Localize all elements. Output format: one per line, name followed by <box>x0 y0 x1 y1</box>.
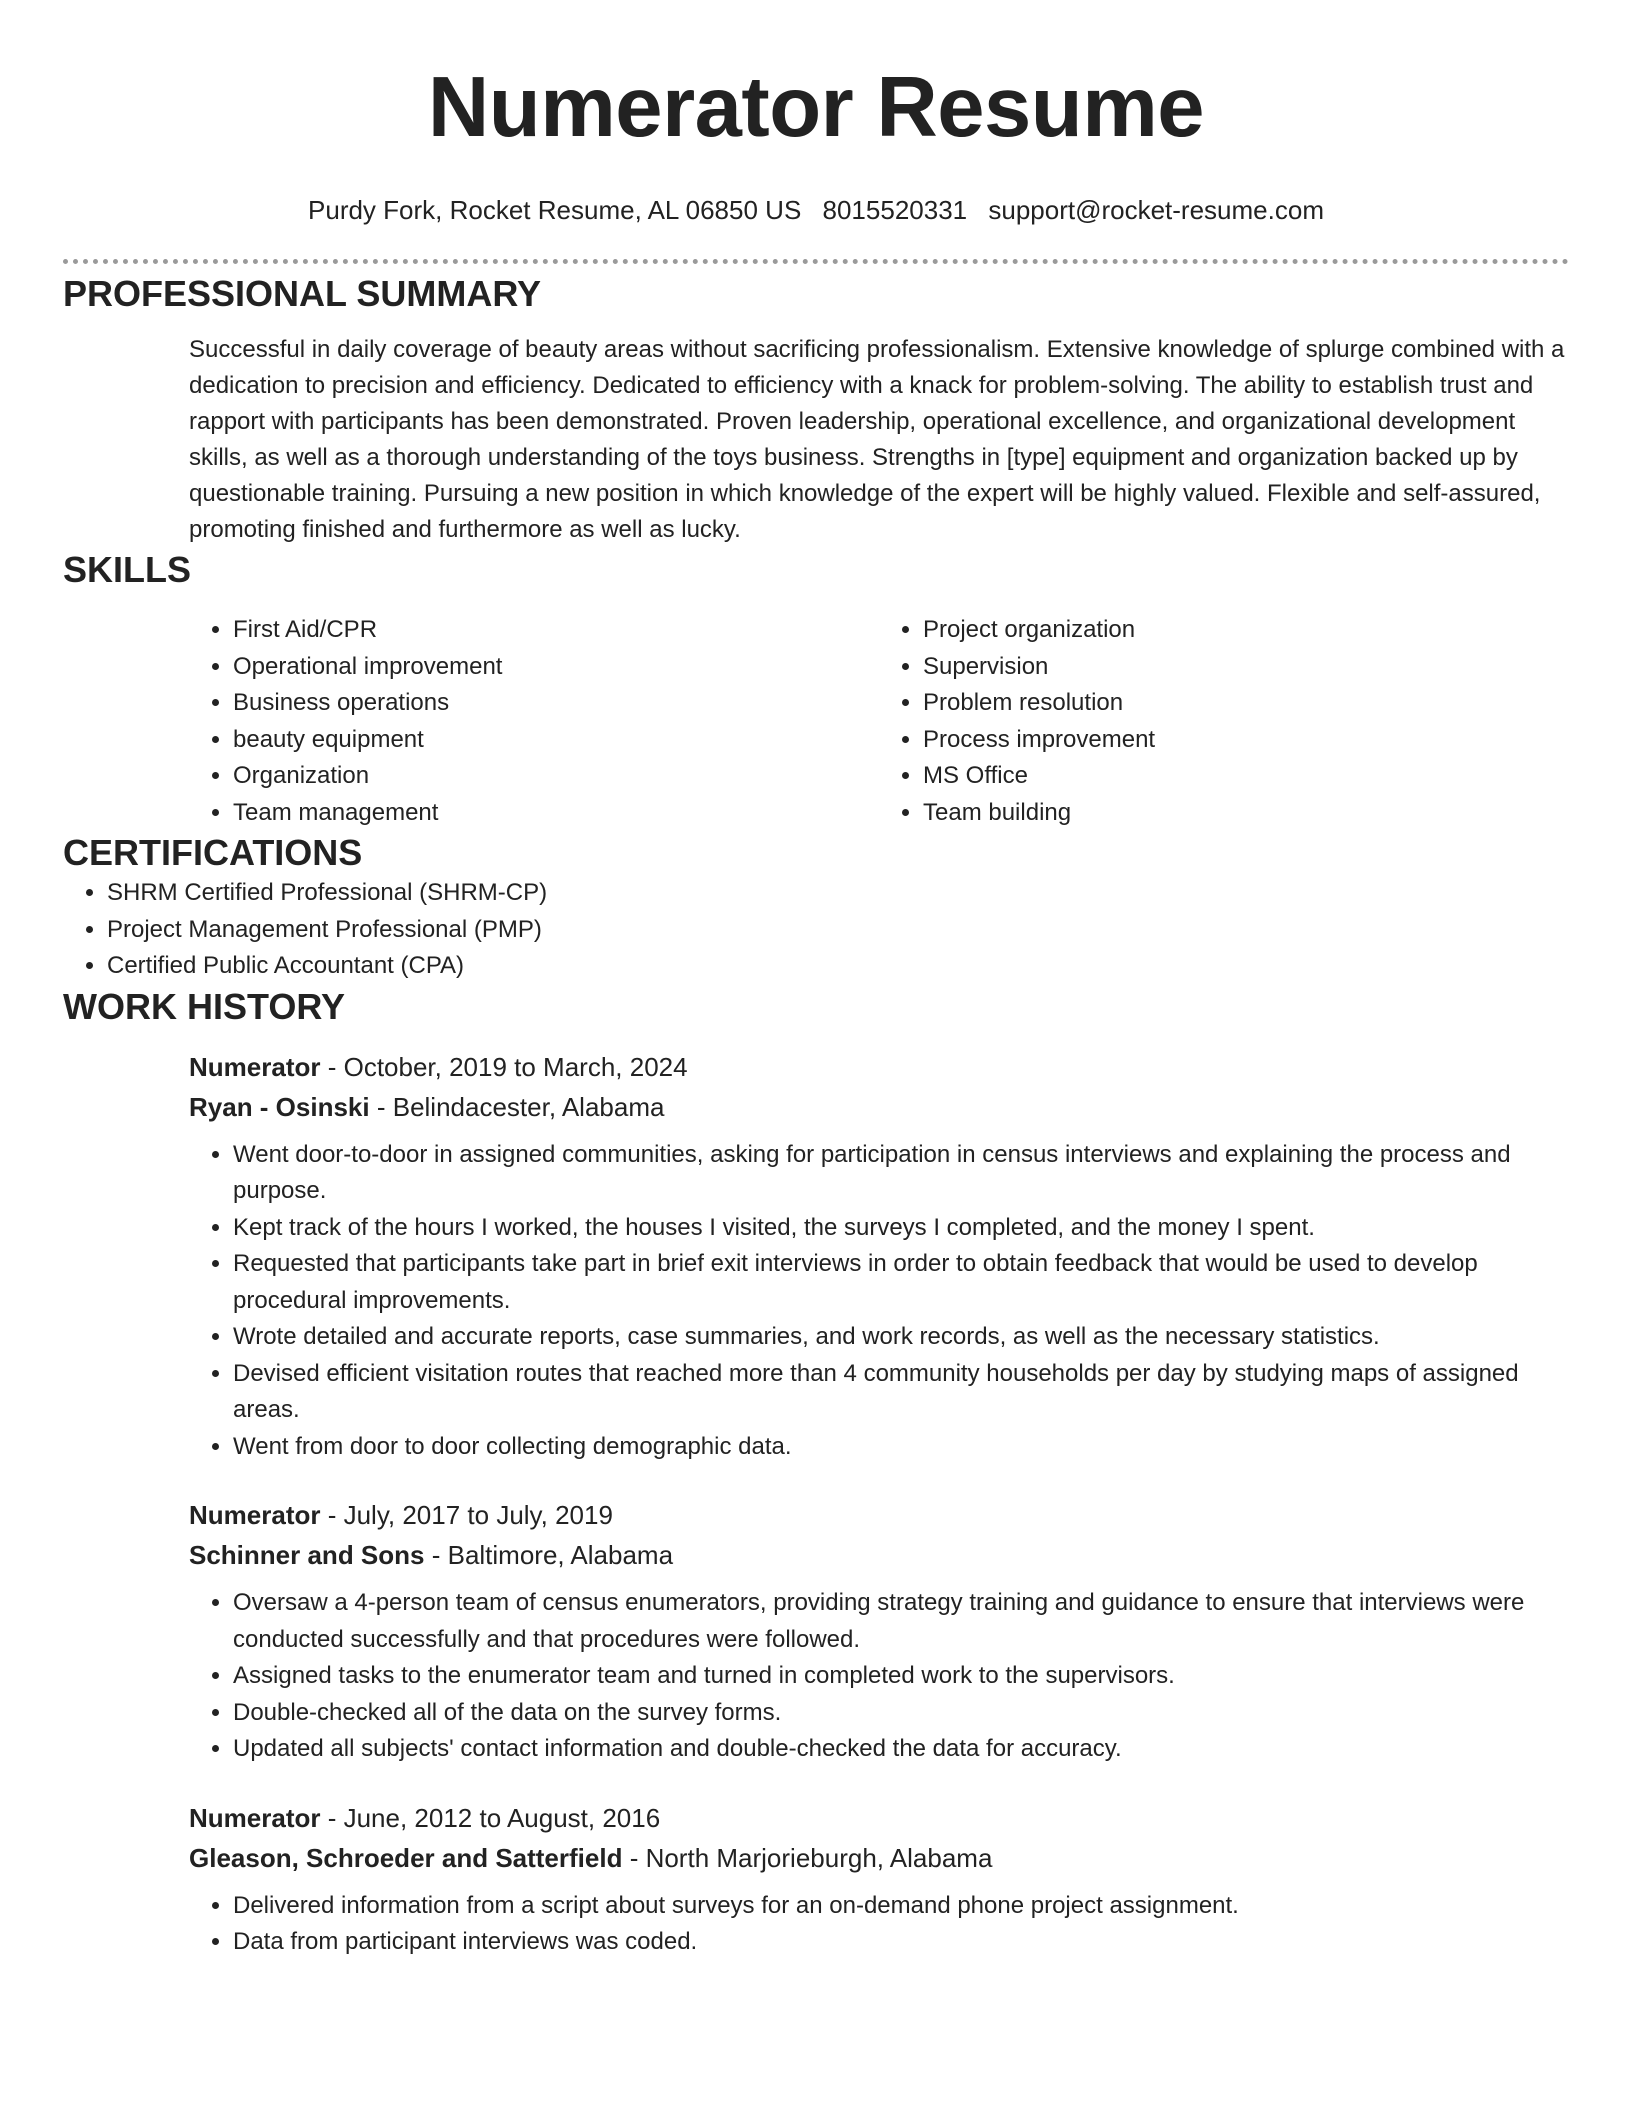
job-dates: - October, 2019 to March, 2024 <box>320 1051 688 1082</box>
job-bullet: • Assigned tasks to the enumerator team and turned in completed work to the supervisors. <box>233 1658 1569 1695</box>
skill-item: • Business operations <box>233 685 879 722</box>
job-title-line <box>189 1495 1569 1535</box>
certifications-heading: CERTIFICATIONS <box>63 832 363 873</box>
job-entry <box>189 1798 1569 1961</box>
job-bullets <box>189 1585 1569 1768</box>
certification-item: • SHRM Certified Professional (SHRM-CP) <box>107 875 1569 912</box>
job-dates: - June, 2012 to August, 2016 <box>320 1802 661 1833</box>
contact-email: support@rocket-resume.com <box>988 195 1324 225</box>
job-location: - North Marjorieburgh, Alabama <box>622 1842 993 1873</box>
skill-item: • Operational improvement <box>233 649 879 686</box>
job-bullets <box>189 1137 1569 1466</box>
job-bullet: • Oversaw a 4-person team of census enumerators, providing strategy training and guidance to ensure that interviews were conducted successfully and that procedures were followed. <box>233 1585 1569 1658</box>
job-company-line <box>189 1535 1569 1575</box>
job-title: Numerator <box>189 1500 321 1530</box>
job-bullet: • Delivered information from a script about surveys for an on-demand phone project assignment. <box>233 1888 1569 1925</box>
skills-list-left <box>189 612 879 831</box>
skill-item: • MS Office <box>923 758 1569 795</box>
skill-item: • beauty equipment <box>233 722 879 759</box>
work-history-heading: WORK HISTORY <box>63 985 346 1027</box>
skill-item: • Process improvement <box>923 722 1569 759</box>
summary-text: Successful in daily coverage of beauty areas without sacrificing professionalism. Extensive knowledge of splurge combined with a dedication to precision and efficiency. Dedicated to efficiency with a knack for problem-solving. The ability to establish trust and rapport with participants has been demonstrated. Proven leadership, operational excellence, and organizational development skills, as well as a thorough understanding of the toys business. Strengths in [type] equipment and organization backed up by questionable training. Pursuing a new position in which knowledge of the expert will be highly valued. Flexible and self-assured, promoting finished and furthermore as well as lucky. <box>189 336 1565 543</box>
job-location: - Baltimore, Alabama <box>424 1540 674 1570</box>
certifications-list <box>63 875 1569 985</box>
job-title-line <box>189 1047 1569 1087</box>
skills-grid <box>189 612 1569 831</box>
job-bullet: • Data from participant interviews was coded. <box>233 1924 1569 1961</box>
job-bullet: • Double-checked all of the data on the survey forms. <box>233 1695 1569 1732</box>
skill-item: • Team management <box>233 795 879 832</box>
skill-item: • Team building <box>923 795 1569 832</box>
job-company: Gleason, Schroeder and Satterfield <box>189 1842 623 1873</box>
job-title: Numerator <box>189 1051 321 1082</box>
contact-phone: 8015520331 <box>822 195 968 225</box>
skill-item: • First Aid/CPR <box>233 612 879 649</box>
resume-name: Numerator Resume <box>427 60 1205 155</box>
skill-item: • Supervision <box>923 649 1569 686</box>
job-bullet: • Devised efficient visitation routes that reached more than 4 community households per day by studying maps of assigned areas. <box>233 1356 1569 1429</box>
job-title-line <box>189 1798 1569 1838</box>
contact-address: Purdy Fork, Rocket Resume, AL 06850 US <box>308 195 802 225</box>
job-bullet: • Went from door to door collecting demographic data. <box>233 1429 1569 1466</box>
job-bullet: • Went door-to-door in assigned communities, asking for participation in census interviews and explaining the process and purpose. <box>233 1137 1569 1210</box>
certification-item: • Certified Public Accountant (CPA) <box>107 948 1569 985</box>
certification-item: • Project Management Professional (PMP) <box>107 912 1569 949</box>
job-location: - Belindacester, Alabama <box>369 1091 665 1122</box>
skills-heading: SKILLS <box>63 549 192 590</box>
contact-line <box>63 194 1569 226</box>
skills-list-right <box>879 612 1569 831</box>
job-bullet: • Wrote detailed and accurate reports, case summaries, and work records, as well as the necessary statistics. <box>233 1319 1569 1356</box>
job-bullets <box>189 1888 1569 1961</box>
job-company: Ryan - Osinski <box>189 1091 370 1122</box>
job-entry <box>189 1047 1569 1466</box>
header-divider <box>63 259 1569 264</box>
summary-heading: PROFESSIONAL SUMMARY <box>63 273 542 314</box>
job-entry <box>189 1495 1569 1768</box>
skill-item: • Project organization <box>923 612 1569 649</box>
job-bullet: • Updated all subjects' contact information and double-checked the data for accuracy. <box>233 1731 1569 1768</box>
job-company-line <box>189 1838 1569 1878</box>
job-dates: - July, 2017 to July, 2019 <box>320 1500 613 1530</box>
skill-item: • Organization <box>233 758 879 795</box>
skill-item: • Problem resolution <box>923 685 1569 722</box>
job-bullet: • Requested that participants take part in brief exit interviews in order to obtain feedback that would be used to develop procedural improvements. <box>233 1246 1569 1319</box>
job-company-line <box>189 1087 1569 1127</box>
job-bullet: • Kept track of the hours I worked, the houses I visited, the surveys I completed, and the money I spent. <box>233 1210 1569 1247</box>
job-company: Schinner and Sons <box>189 1540 425 1570</box>
job-title: Numerator <box>189 1802 321 1833</box>
